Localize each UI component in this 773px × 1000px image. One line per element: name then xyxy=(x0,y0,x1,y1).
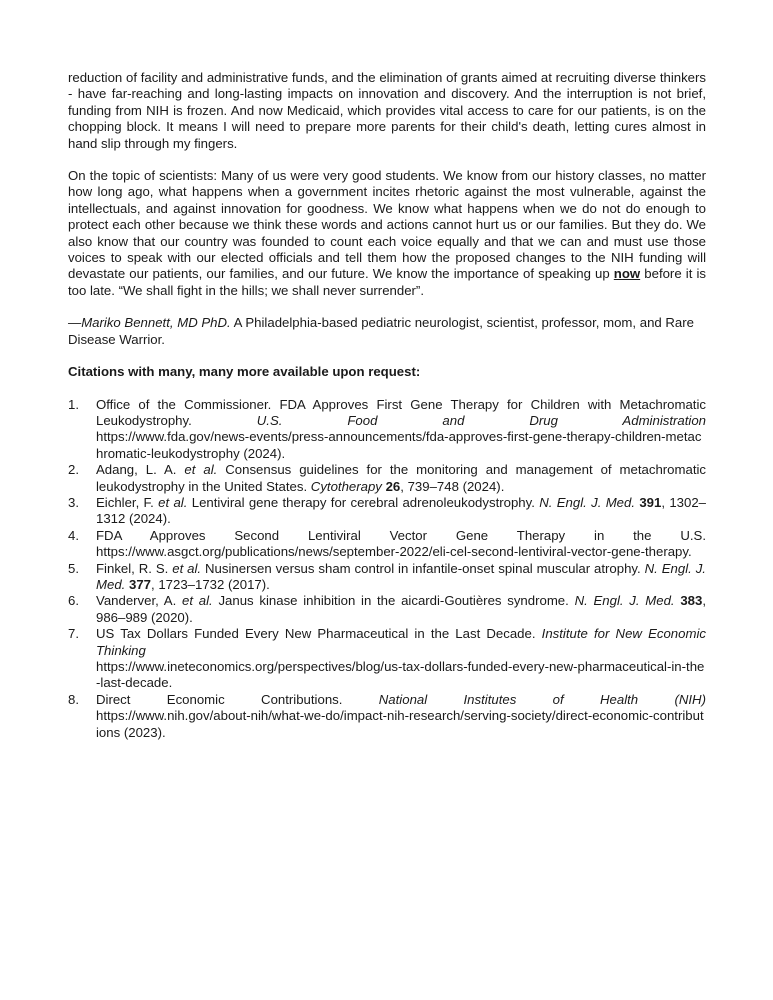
citation-authors: Finkel, R. S. xyxy=(96,560,169,576)
citation-etal: et al. xyxy=(172,560,202,576)
citation-authors: Vanderver, A. xyxy=(96,593,177,609)
citation-journal: N. Engl. J. Med. xyxy=(574,593,675,609)
citation-link-line xyxy=(96,429,701,460)
citation-year: (2023). xyxy=(123,724,166,740)
citation-pages: , 1723–1732 (2017). xyxy=(151,576,270,592)
citation-link[interactable]: https://www.asgct.org/publications/news/september-2022/eli-cel-second-lentiviral-vector-gene-therapy. xyxy=(96,544,692,560)
author-description: A Philadelphia-based pediatric neurologist, scientist, professor, mom, and Rare Disease Warrior. xyxy=(68,315,694,347)
citation-item xyxy=(68,626,706,692)
citation-link[interactable]: https://www.fda.gov/news-events/press-announcements/fda-approves-first-gene-therapy-children-metachromatic-leukodystrophy xyxy=(96,429,702,461)
author-signature xyxy=(68,315,706,348)
citation-item xyxy=(68,397,706,463)
citation-title: Lentiviral gene therapy for cerebral adrenoleukodystrophy. xyxy=(191,494,535,510)
citation-etal: et al. xyxy=(184,462,218,478)
citation-text: FDA Approves Second Lentiviral Vector Gene Therapy in the U.S. xyxy=(96,527,706,543)
document-content xyxy=(68,70,706,741)
citation-number: 7. xyxy=(68,626,79,642)
citation-link[interactable]: https://www.ineteconomics.org/perspectives/blog/us-tax-dollars-funded-every-new-pharmaceutical-in-the-last-decade. xyxy=(96,659,705,691)
citation-item xyxy=(68,593,706,626)
citation-first-lines xyxy=(96,397,706,430)
citation-link-line xyxy=(96,708,704,739)
citation-title: Nusinersen versus sham control in infantile-onset spinal muscular atrophy. xyxy=(205,560,641,576)
citation-item xyxy=(68,692,706,741)
author-name: —Mariko Bennett, MD PhD. xyxy=(68,315,231,331)
paragraph-2-quote: before it is too late. “We shall fight in the hills; we shall never surrender”. xyxy=(68,266,706,298)
citation-volume: 383 xyxy=(680,593,703,609)
citation-volume: 377 xyxy=(129,576,152,592)
citation-authors: Adang, L. A. xyxy=(96,462,177,478)
citation-pages: , 739–748 (2024). xyxy=(400,478,505,494)
citation-item xyxy=(68,462,706,495)
citations-list xyxy=(68,397,706,742)
citation-journal: N. Engl. J. Med. xyxy=(96,560,706,592)
paragraph-2-text: On the topic of scientists: Many of us were very good students. We know from our history classes, no matter how long ago, what happens when a government incites rhetoric against the most vulnerable, against the intellectuals, and against innovation for goodness. We know what happens when we do not do enough to protect each other because we think these words and actions cannot hurt us or our families. But they do. We also know that our country was founded to count each voice equally and that we can and must use those voices to speak with our elected officials and tell them how the proposed changes to the NIH funding will devastate our patients, our families, and our future. We know the importance of speaking up xyxy=(68,168,706,282)
body-paragraph-2 xyxy=(68,168,706,299)
citation-item xyxy=(68,495,706,528)
citation-etal: et al. xyxy=(182,593,213,609)
citation-journal: National Institutes of Health (NIH) xyxy=(378,691,706,707)
citation-text: Direct Economic Contributions. xyxy=(96,691,343,707)
citation-authors: Eichler, F. xyxy=(96,494,154,510)
citation-item xyxy=(68,528,706,561)
citation-item xyxy=(68,561,706,594)
citation-text: US Tax Dollars Funded Every New Pharmaceutical in the Last Decade. xyxy=(96,626,536,642)
citation-journal: Institute for New Economic Thinking xyxy=(96,626,706,658)
citation-number: 5. xyxy=(68,560,79,576)
citation-pages: , 1302–1312 (2024). xyxy=(96,494,707,527)
citation-etal: et al. xyxy=(158,494,188,510)
citation-number: 4. xyxy=(68,527,79,543)
citation-title: Janus kinase inhibition in the aicardi-Goutières syndrome. xyxy=(218,593,569,609)
citation-pages: , 986–989 (2020). xyxy=(96,593,707,625)
citation-number: 1. xyxy=(68,396,79,412)
citation-volume: 391 xyxy=(639,494,662,510)
citation-number: 3. xyxy=(68,494,79,510)
citation-link[interactable]: https://www.nih.gov/about-nih/what-we-do/impact-nih-research/serving-society/direct-economic-contributions xyxy=(96,708,704,740)
citation-number: 6. xyxy=(68,593,79,609)
citations-heading: Citations with many, many more available upon request: xyxy=(68,364,421,380)
citation-number: 8. xyxy=(68,691,79,707)
citation-journal: N. Engl. J. Med. xyxy=(539,494,636,510)
citation-journal: U.S. Food and Drug Administration xyxy=(256,412,706,428)
citation-title: Consensus guidelines for the monitoring and management of metachromatic leukodystrophy in the United States. xyxy=(96,462,707,494)
citation-year: (2024). xyxy=(243,445,286,461)
body-paragraph-1: reduction of facility and administrative funds, and the elimination of grants aimed at recruiting diverse thinkers - have far-reaching and long-lasting impacts on innovation and discovery. And the interruption is not brief, funding from NIH is frozen. And now Medicaid, which provides vital access to care for our patients, is on the chopping block. It means I will need to prepare more parents for their child's death, letting cures almost in hand slip through my fingers. xyxy=(68,70,706,151)
citation-volume: 26 xyxy=(385,478,401,494)
emphasis-now: now xyxy=(613,266,641,282)
citation-number: 2. xyxy=(68,462,79,478)
citation-text: Office of the Commissioner. FDA Approves First Gene Therapy for Children with Metachromatic Leukodystrophy. xyxy=(96,396,706,428)
citation-first-line xyxy=(96,692,706,708)
citation-journal: Cytotherapy xyxy=(310,478,382,494)
